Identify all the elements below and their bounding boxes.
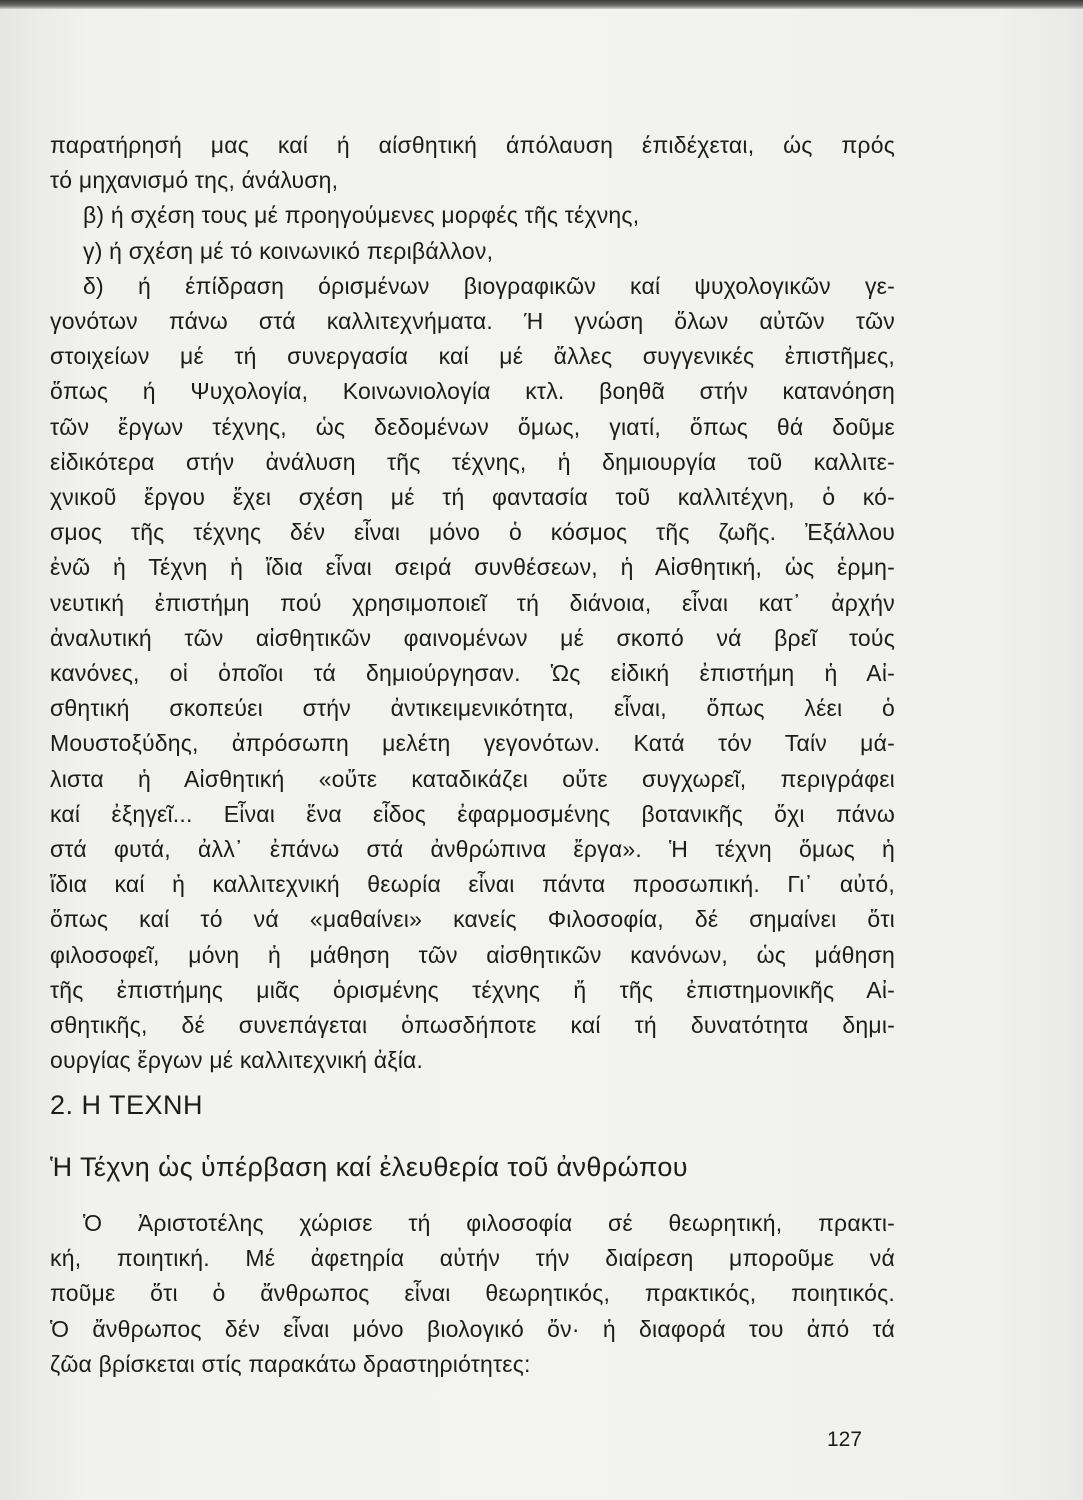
text-line: κανόνες, οἱ ὁποῖοι τά δημιούργησαν. Ὡς εἰδική ἐπιστήμη ἡ Αἰ- [50,660,895,687]
text-line: νευτική ἐπιστήμη πού χρησιμοποιεῖ τή διάνοια, εἶναι κατ᾽ ἀρχήν [50,589,895,616]
section-heading: 2. Η ΤΕΧΝΗ [50,1090,204,1120]
text-line: Ὁ ἄνθρωπος δέν εἶναι μόνο βιολογικό ὄν· ἡ διαφορά του ἀπό τά [50,1315,895,1342]
text-line: τῶν ἔργων τέχνης, ὡς δεδομένων ὅμως, γιατί, ὅπως θά δοῦμε [50,413,895,440]
text-line: σμος τῆς τέχνης δέν εἶναι μόνο ὁ κόσμος τῆς ζωῆς. Ἐξάλλου [50,519,895,546]
text-line: χνικοῦ ἔργου ἔχει σχέση μέ τή φαντασία τοῦ καλλιτέχνη, ὁ κό- [50,484,895,511]
text-line: σθητική σκοπεύει στήν ἀντικειμενικότητα, εἶναι, ὅπως λέει ὁ [50,695,895,722]
list-item-delta: δ) ή έπίδραση όρισμένων βιογραφικῶν καί ψυχολογικῶν γε- [83,272,895,299]
text-line: γονότων πάνω στά καλλιτεχνήματα. Ή γνώση ὅλων αὐτῶν τῶν [50,308,895,335]
list-item-gamma: γ) ή σχέση μέ τό κοινωνικό περιβάλλον, [83,237,494,264]
text-line: καί ἐξηγεῖ... Εἶναι ἕνα εἶδος ἐφαρμοσμένης βοτανικῆς ὄχι πάνω [50,800,895,827]
text-line: στοιχείων μέ τή συνεργασία καί μέ ἄλλες συγγενικές ἐπιστῆμες, [50,343,895,370]
text-line: τό μηχανισμό της, άνάλυση, [50,167,339,194]
paragraph-1 [50,128,895,1078]
text-line: Ὁ Ἀριστοτέλης χώρισε τή φιλοσοφία σέ θεωρητική, πρακτι- [83,1210,895,1236]
scan-top-edge [0,0,1083,9]
text-line: ὅπως καί τό νά «μαθαίνει» κανείς Φιλοσοφία, δέ σημαίνει ὅτι [50,906,895,933]
list-item-beta: β) ή σχέση τους μέ προηγούμενες μορφές τῆς τέχνης, [83,202,640,229]
text-line: στά φυτά, ἀλλ᾽ ἐπάνω στά ἀνθρώπινα ἔργα». Ἡ τέχνη ὅμως ἡ [50,836,895,863]
section-subheading: Ἡ Τέχνη ὡς ὑπέρβαση καί ἐλευθερία τοῦ ἀνθρώπου [50,1152,688,1182]
text-line: ζῶα βρίσκεται στίς παρακάτω δραστηριότητες: [50,1350,531,1377]
text-line: παρατήρησή μας καί ή αίσθητική άπόλαυση έπιδέχεται, ώς πρός [50,132,895,158]
text-line: ἐνῶ ἡ Τέχνη ἡ ἴδια εἶναι σειρά συνθέσεων, ἡ Αἰσθητική, ὡς ἑρμη- [50,554,895,581]
text-line: φιλοσοφεῖ, μόνη ἡ μάθηση τῶν αἰσθητικῶν κανόνων, ὡς μάθηση [50,941,895,968]
text-line: ουργίας ἔργων μέ καλλιτεχνική ἀξία. [50,1047,424,1074]
text-line: Μουστοξύδης, ἀπρόσωπη μελέτη γεγονότων. Κατά τόν Ταίν μά- [50,730,895,757]
text-line: κή, ποιητική. Μέ ἀφετηρία αὐτήν τήν διαίρεση μποροῦμε νά [50,1245,895,1272]
text-line: ποῦμε ὅτι ὁ ἄνθρωπος εἶναι θεωρητικός, πρακτικός, ποιητικός. [50,1280,895,1307]
page-number: 127 [827,1428,863,1451]
text-line: σθητικῆς, δέ συνεπάγεται ὁπωσδήποτε καί τή δυνατότητα δημι- [50,1012,895,1039]
text-line: ὅπως ή Ψυχολογία, Κοινωνιολογία κτλ. βοηθᾶ στήν κατανόηση [50,378,895,405]
text-line: τῆς ἐπιστήμης μιᾶς ὁρισμένης τέχνης ἤ τῆς ἐπιστημονικῆς Αἰ- [50,976,895,1003]
paragraph-2 [50,1206,895,1382]
text-line: ἴδια καί ἡ καλλιτεχνική θεωρία εἶναι πάντα προσωπική. Γι᾽ αὐτό, [50,871,895,898]
text-line: εἰδικότερα στήν ἀνάλυση τῆς τέχνης, ἡ δημιουργία τοῦ καλλιτε- [50,448,895,475]
text-line: λιστα ἡ Αἰσθητική «οὔτε καταδικάζει οὔτε συγχωρεῖ, περιγράφει [50,765,895,792]
text-line: ἀναλυτική τῶν αἰσθητικῶν φαινομένων μέ σκοπό νά βρεῖ τούς [50,624,895,651]
